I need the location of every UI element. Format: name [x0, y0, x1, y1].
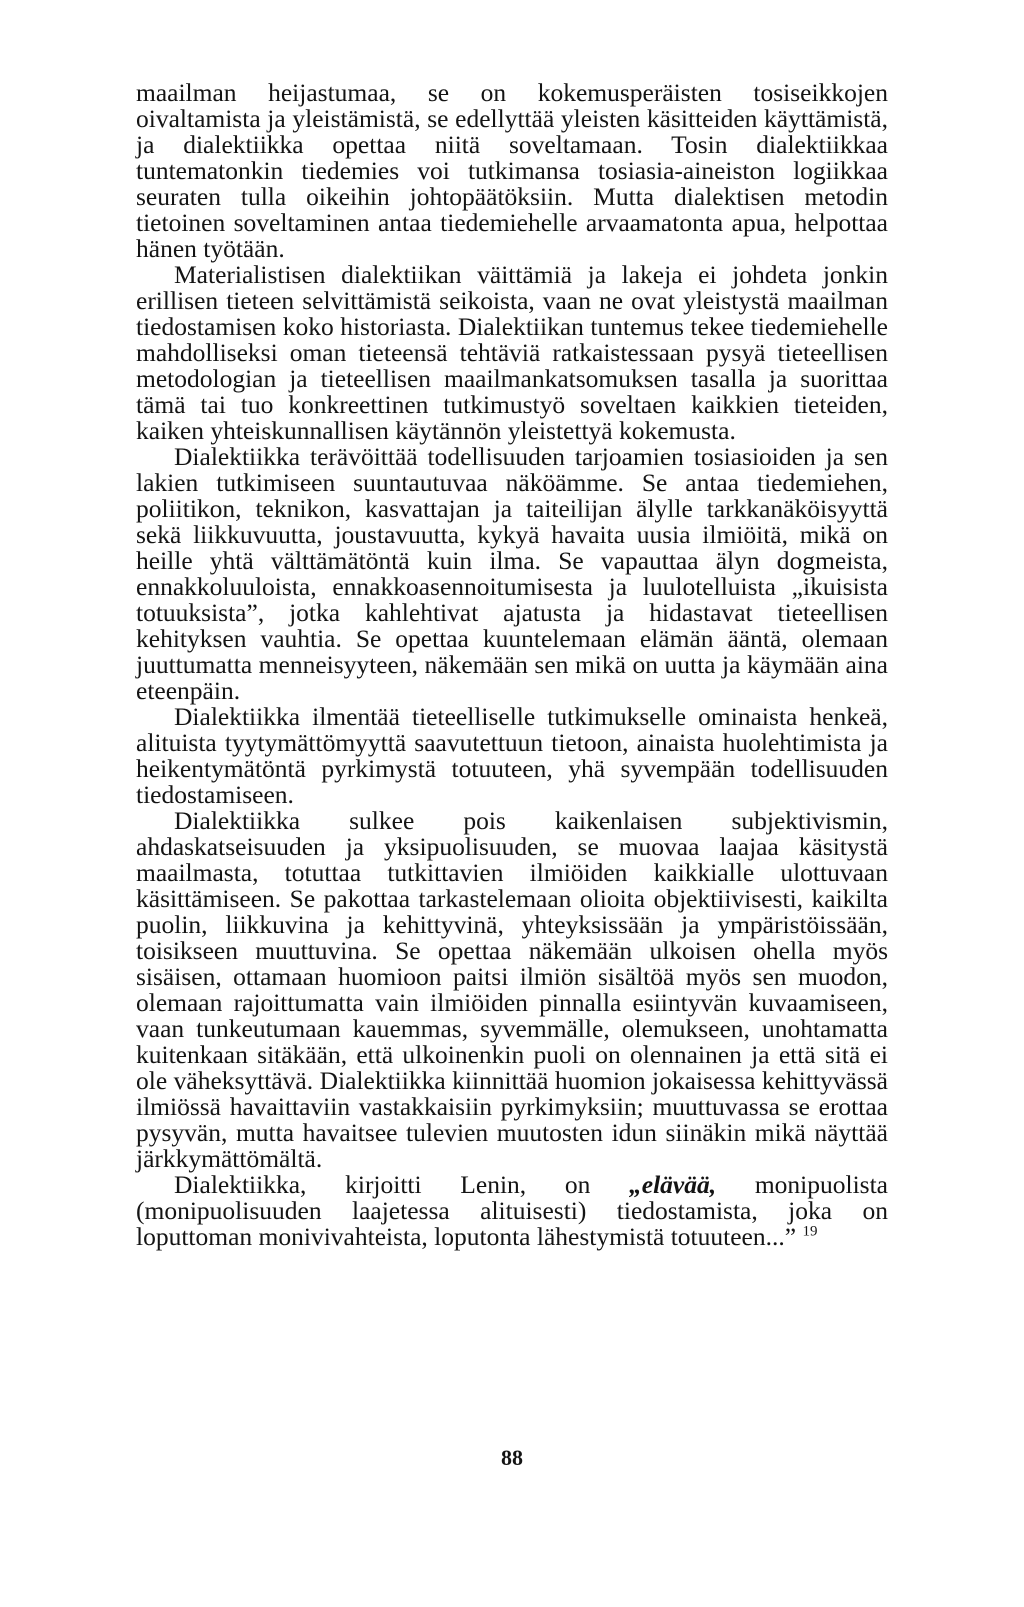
paragraph-3: Dialektiikka terävöittää todellisuuden tarjoamien tosiasioiden ja sen lakien tutkimiseen suuntautuvaa näköämme. Se antaa tiedemiehen, poliitikon, teknikon, kasvattajan ja taiteilijan älylle tarkkanäköisyyttä sekä liikkuvuutta, joustavuutta, kykyä havaita uusia ilmiöitä, mikä on heille yhtä välttämätöntä kuin ilma. Se vapauttaa älyn dogmeista, ennakkoluuloista, ennakkoasennoitumisesta ja luulotelluista „ikuisista totuuksista”, jotka kahlehtivat ajatusta ja hidastavat tieteellisen kehityksen vauhtia. Se opettaa kuuntelemaan elämän ääntä, olemaan juuttumatta menneisyyteen, näkemään sen mikä on uutta ja käymään aina eteenpäin. [136, 442, 888, 705]
paragraph-4: Dialektiikka ilmentää tieteelliselle tutkimukselle ominaista henkeä, alituista tyytymättömyyttä saavutettuun tietoon, ainaista huolehtimista ja heikentymätöntä pyrkimystä totuuteen, yhä syvempään todellisuuden tiedostamiseen. [136, 702, 888, 809]
quote-lead-text: Dialektiikka, kirjoitti Lenin, on [174, 1170, 630, 1199]
paragraph-1: maailman heijastumaa, se on kokemusperäisten tosiseikkojen oivaltamista ja yleistämistä, se edellyttää yleisten käsitteiden käyttämistä, ja dialektiikka opettaa niitä soveltamaan. Tosin dialektiikkaa tuntematonkin tiedemies voi tutkimansa tosiasia-aineiston logiikkaa seuraten tulla oikeihin johtopäätöksiin. Mutta dialektisen metodin tietoinen soveltaminen antaa tiedemiehelle arvaamatonta apua, helpottaa hänen työtään. [136, 78, 888, 263]
page-number: 88 [501, 1445, 523, 1470]
paragraph-5: Dialektiikka sulkee pois kaikenlaisen subjektivismin, ahdaskatseisuuden ja yksipuolisuuden, se muovaa laajaa käsitystä maailmasta, totuttaa tutkittavien ilmiöiden kaikkialle ulottuvaan käsittämiseen. Se pakottaa tarkastelemaan olioita objektiivisesti, kaikilta puolin, liikkuvina ja kehittyvinä, yhteyksissään ja ympäristöissään, toisikseen muuttuvina. Se opettaa näkemään ulkoisen ohella myös sisäisen, ottamaan huomioon paitsi ilmiön sisältöä myös sen muodon, olemaan rajoittumatta vain ilmiöiden pinnalla esiintyvän kuvaamiseen, vaan tunkeutumaan kauemmas, syvemmälle, olemukseen, unohtamatta kuitenkaan sitäkään, että ulkoinenkin puoli on olennainen ja että sitä ei ole väheksyttävä. Dialektiikka kiinnittää huomion jokaisessa kehittyvässä ilmiössä havaittaviin vastakkaisiin pyrkimyksiin; muuttuvassa se erottaa pysyvän, mutta havaitsee tulevien muutosten idun siinäkin mikä näyttää järkkymättömältä. [136, 806, 888, 1173]
footnote-marker: 19 [802, 1223, 818, 1240]
page-body [136, 80, 888, 1250]
quote-emphasis: „elävää, [629, 1170, 717, 1199]
quote-rest-text: monipuolista (monipuolisuuden laajetessa alituisesti) tiedostamista, joka on loputtoman monivivahteista, loputonta lähestymistä totuuteen...” [136, 1170, 888, 1251]
paragraph-6-lenin-quote [136, 1172, 888, 1250]
paragraph-2: Materialistisen dialektiikan väittämiä ja lakeja ei johdeta jonkin erillisen tieteen selvittämistä seikoista, vaan ne ovat yleistystä maailman tiedostamisen koko historiasta. Dialektiikan tuntemus tekee tiedemiehelle mahdolliseksi oman tieteensä tehtäviä ratkaistessaan pysyä tieteellisen metodologian ja tieteellisen maailmankatsomuksen tasalla ja suorittaa tämä tai tuo konkreettinen tutkimustyö soveltaen kaikkien tieteiden, kaiken yhteiskunnallisen käytännön yleistettyä kokemusta. [136, 260, 888, 445]
